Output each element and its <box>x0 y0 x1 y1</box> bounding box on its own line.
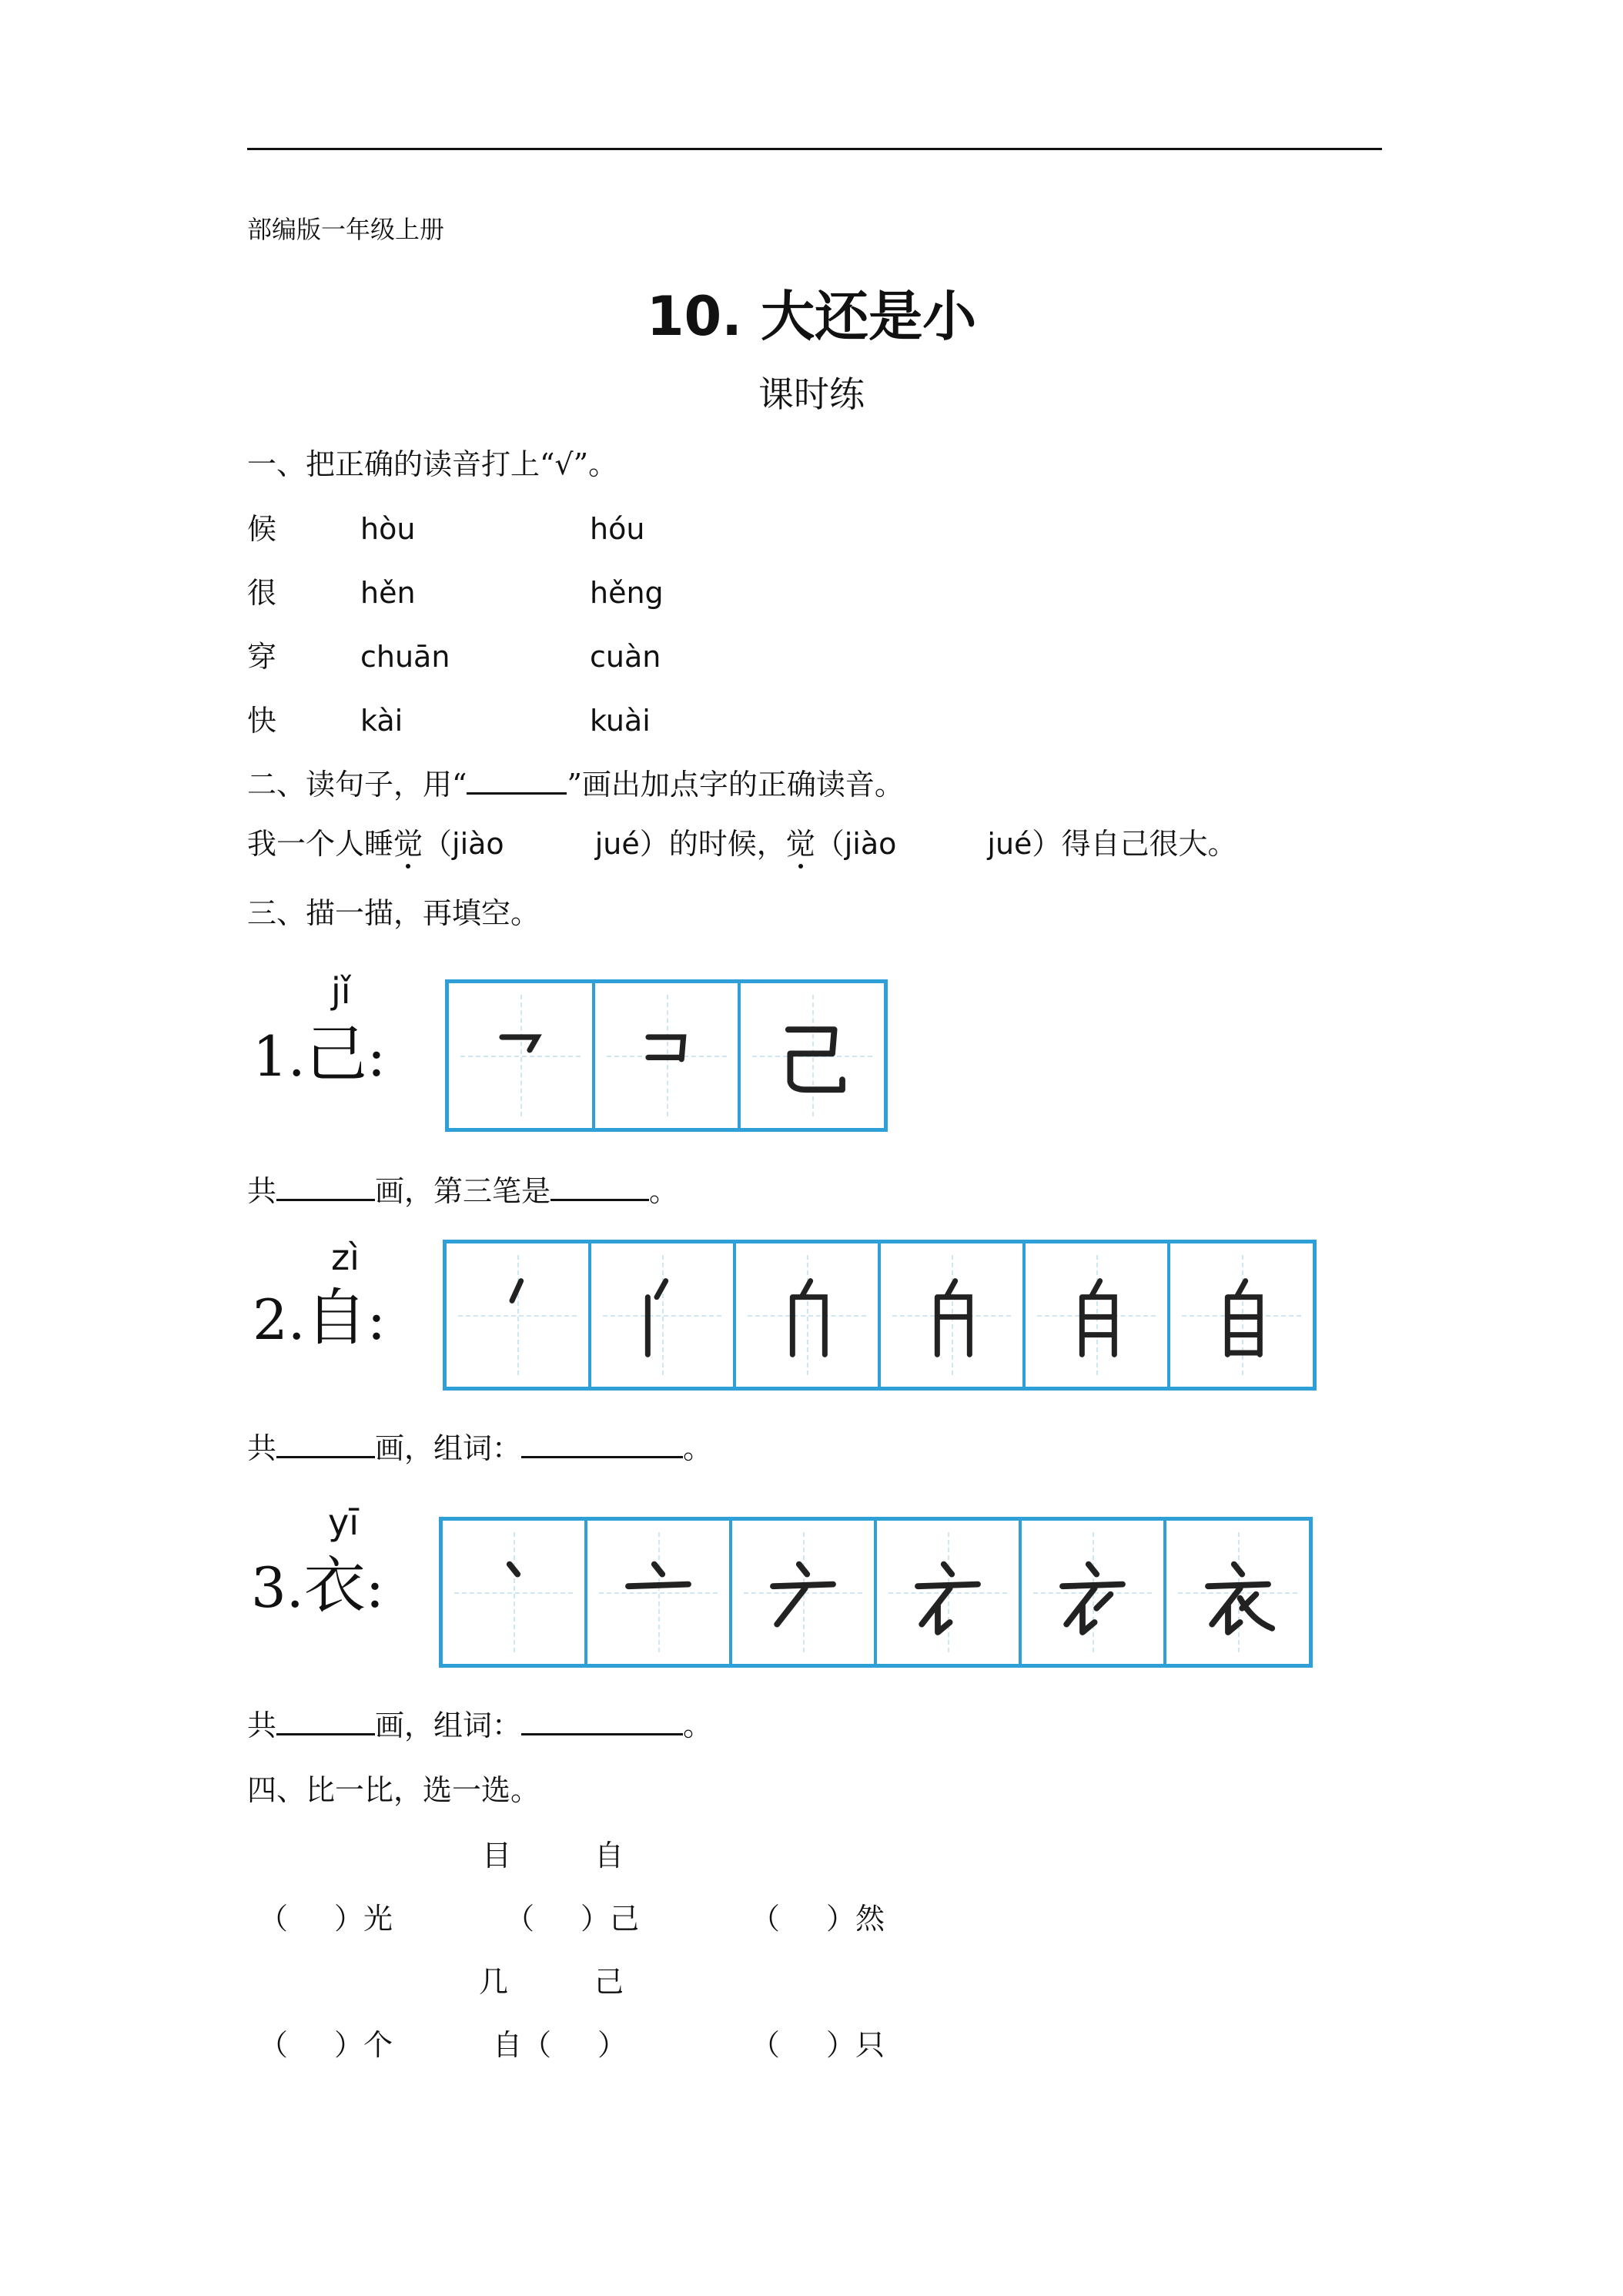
stroke-cell <box>877 1521 1022 1664</box>
stroke-step-6 <box>1196 1261 1288 1369</box>
page-subtitle: 课时练 <box>758 373 865 415</box>
group2-char-b: 己 <box>594 1965 624 1999</box>
group1-item2: （ ）己 <box>505 1902 640 1936</box>
s1-row4-option1[interactable]: kài <box>360 704 403 738</box>
section2-sentence: 我一个人睡觉（jiào jué）的时候，觉（jiào jué）得自己很大。 <box>247 827 1237 861</box>
stroke-cell <box>881 1243 1026 1387</box>
stroke-cell <box>449 983 595 1128</box>
third-stroke-blank[interactable] <box>550 1176 649 1201</box>
stroke-step-1 <box>474 1009 567 1102</box>
section4-heading: 四、比一比，选一选。 <box>247 1773 540 1807</box>
dotted-char-2: 觉 <box>785 827 815 861</box>
s1-row1-option2[interactable]: hóu <box>590 512 645 546</box>
s1-row4-char: 快 <box>247 704 277 738</box>
item1-label: 1.己: <box>253 1019 386 1090</box>
dotted-char-1: 觉 <box>393 827 423 861</box>
stroke-step-1 <box>471 1261 564 1369</box>
item3-fill-line: 共 画，组词： 。 <box>247 1709 713 1742</box>
group1-item3: （ ）然 <box>751 1902 885 1936</box>
group2-item2: 自（ ） <box>493 2028 627 2062</box>
stroke-cell <box>595 983 741 1128</box>
s1-row3-option1[interactable]: chuān <box>360 640 450 674</box>
item3-label: 3.衣: <box>251 1550 384 1622</box>
s2-option-jue-1[interactable]: jué） <box>594 827 669 861</box>
item2-stroke-grid <box>443 1240 1317 1391</box>
stroke-step-6 <box>1188 1542 1288 1642</box>
s2-option-jue-2[interactable]: jué） <box>987 827 1062 861</box>
section3-heading: 三、描一描，再填空。 <box>247 896 540 930</box>
word-blank[interactable] <box>521 1433 683 1458</box>
stroke-cell <box>741 983 884 1128</box>
stroke-cell <box>443 1521 587 1664</box>
s2-option-jiao-2[interactable]: （jiào <box>815 827 897 861</box>
item1-pinyin: jǐ <box>331 970 351 1012</box>
s1-row2-option1[interactable]: hěn <box>360 576 416 610</box>
stroke-count-blank[interactable] <box>276 1176 375 1201</box>
s1-row3-char: 穿 <box>247 640 277 674</box>
group1-char-b: 自 <box>594 1839 624 1873</box>
item2-pinyin: zì <box>331 1237 360 1278</box>
s1-row2-option2[interactable]: hěng <box>590 576 664 610</box>
stroke-step-5 <box>1050 1261 1143 1369</box>
edition-label: 部编版一年级上册 <box>247 215 445 244</box>
section2-heading: 二、读句子，用“ ”画出加点字的正确读音。 <box>247 768 904 802</box>
stroke-cell <box>1026 1243 1170 1387</box>
stroke-cell <box>732 1521 877 1664</box>
stroke-step-3 <box>762 1006 862 1106</box>
group1-item1: （ ）光 <box>259 1902 393 1936</box>
section1-heading: 一、把正确的读音打上“√”。 <box>247 447 618 481</box>
stroke-cell <box>587 1521 732 1664</box>
group2-char-a: 几 <box>479 1965 509 1999</box>
s1-row2-char: 很 <box>247 576 277 610</box>
group2-item3: （ ）只 <box>751 2028 885 2062</box>
item3-pinyin: yī <box>328 1501 360 1543</box>
s1-row1-option1[interactable]: hòu <box>360 512 416 546</box>
stroke-cell <box>591 1243 736 1387</box>
stroke-step-2 <box>616 1261 708 1369</box>
underline-sample <box>467 769 567 795</box>
stroke-cell <box>1166 1521 1309 1664</box>
word-blank[interactable] <box>521 1710 683 1735</box>
stroke-step-5 <box>1042 1542 1143 1642</box>
header-rule <box>247 148 1382 150</box>
group1-char-a: 目 <box>482 1839 512 1873</box>
stroke-cell <box>447 1243 591 1387</box>
stroke-cell <box>1170 1243 1313 1387</box>
stroke-cell <box>736 1243 881 1387</box>
stroke-step-1 <box>463 1542 564 1642</box>
page-title: 10. 大还是小 <box>646 285 977 348</box>
stroke-step-3 <box>753 1542 853 1642</box>
s2-option-jiao-1[interactable]: （jiào <box>423 827 504 861</box>
stroke-step-2 <box>621 1009 713 1102</box>
stroke-count-blank[interactable] <box>276 1710 375 1735</box>
item1-fill-line: 共 画，第三笔是 。 <box>247 1174 679 1208</box>
group2-item1: （ ）个 <box>259 2028 393 2062</box>
stroke-cell <box>1022 1521 1166 1664</box>
item1-stroke-grid <box>445 979 888 1132</box>
item3-stroke-grid <box>439 1517 1313 1668</box>
stroke-step-4 <box>905 1261 998 1369</box>
s1-row3-option2[interactable]: cuàn <box>590 640 661 674</box>
stroke-count-blank[interactable] <box>276 1433 375 1458</box>
stroke-step-3 <box>761 1261 853 1369</box>
s1-row1-char: 候 <box>247 512 277 546</box>
s1-row4-option2[interactable]: kuài <box>590 704 651 738</box>
stroke-step-2 <box>608 1542 708 1642</box>
item2-fill-line: 共 画，组词： 。 <box>247 1431 713 1465</box>
stroke-step-4 <box>898 1542 998 1642</box>
item2-label: 2.自: <box>253 1282 386 1354</box>
